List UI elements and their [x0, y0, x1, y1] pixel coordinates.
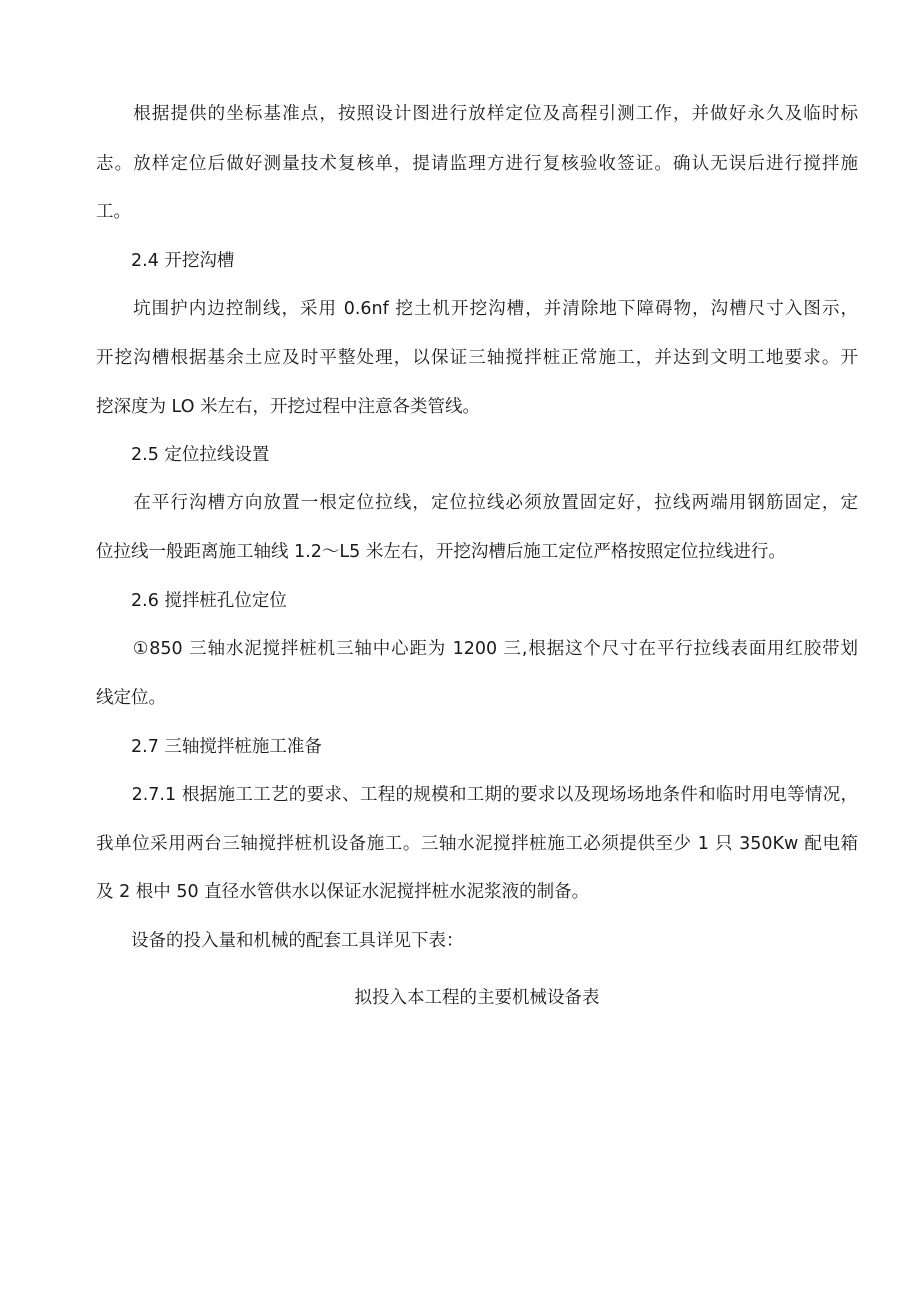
- paragraph-line: 设备的投入量和机械的配套工具详见下表：: [96, 931, 464, 951]
- paragraph-line: 我单位采用两台三轴搅拌桩机设备施工。三轴水泥搅拌桩施工必须提供至少 1 只 350Kw 配电箱: [96, 834, 858, 854]
- paragraph-line: ①850 三轴水泥搅拌桩机三轴中心距为 1200 三,根据这个尺寸在平行拉线表面用红胶带划: [96, 639, 858, 659]
- paragraph-line: 工。: [96, 202, 131, 222]
- paragraph-line: 2.7.1 根据施工工艺的要求、工程的规模和工期的要求以及现场场地条件和临时用电等情况，: [96, 785, 858, 805]
- section-heading: 2.4 开挖沟槽: [96, 251, 235, 271]
- paragraph-line: 挖深度为 LO 米左右，开挖过程中注意各类管线。: [96, 397, 481, 417]
- paragraph-line: 开挖沟槽根据基余土应及时平整处理，以保证三轴搅拌桩正常施工，并达到文明工地要求。开: [96, 348, 858, 368]
- paragraph-line: 及 2 根中 50 直径水管供水以保证水泥搅拌桩水泥浆液的制备。: [96, 882, 590, 902]
- table-title: 拟投入本工程的主要机械设备表: [354, 988, 600, 1008]
- paragraph-line: 位拉线一般距离施工轴线 1.2〜L5 米左右，开挖沟槽后施工定位严格按照定位拉线进行。: [96, 542, 786, 562]
- section-heading: 2.7 三轴搅拌桩施工准备: [96, 737, 322, 757]
- section-heading: 2.5 定位拉线设置: [96, 445, 270, 465]
- paragraph-line: 志。放样定位后做好测量技术复核单，提请监理方进行复核验收签证。确认无误后进行搅拌施: [96, 154, 858, 174]
- section-heading: 2.6 搅拌桩孔位定位: [96, 591, 287, 611]
- paragraph-line: 根据提供的坐标基准点，按照设计图进行放样定位及高程引测工作，并做好永久及临时标: [96, 104, 858, 124]
- paragraph-line: 线定位。: [96, 688, 166, 708]
- paragraph-line: 在平行沟槽方向放置一根定位拉线，定位拉线必须放置固定好，拉线两端用钢筋固定，定: [96, 493, 858, 513]
- paragraph-line: 坑围护内边控制线，采用 0.6nf 挖土机开挖沟槽，并清除地下障碍物，沟槽尺寸入图示，: [96, 299, 858, 319]
